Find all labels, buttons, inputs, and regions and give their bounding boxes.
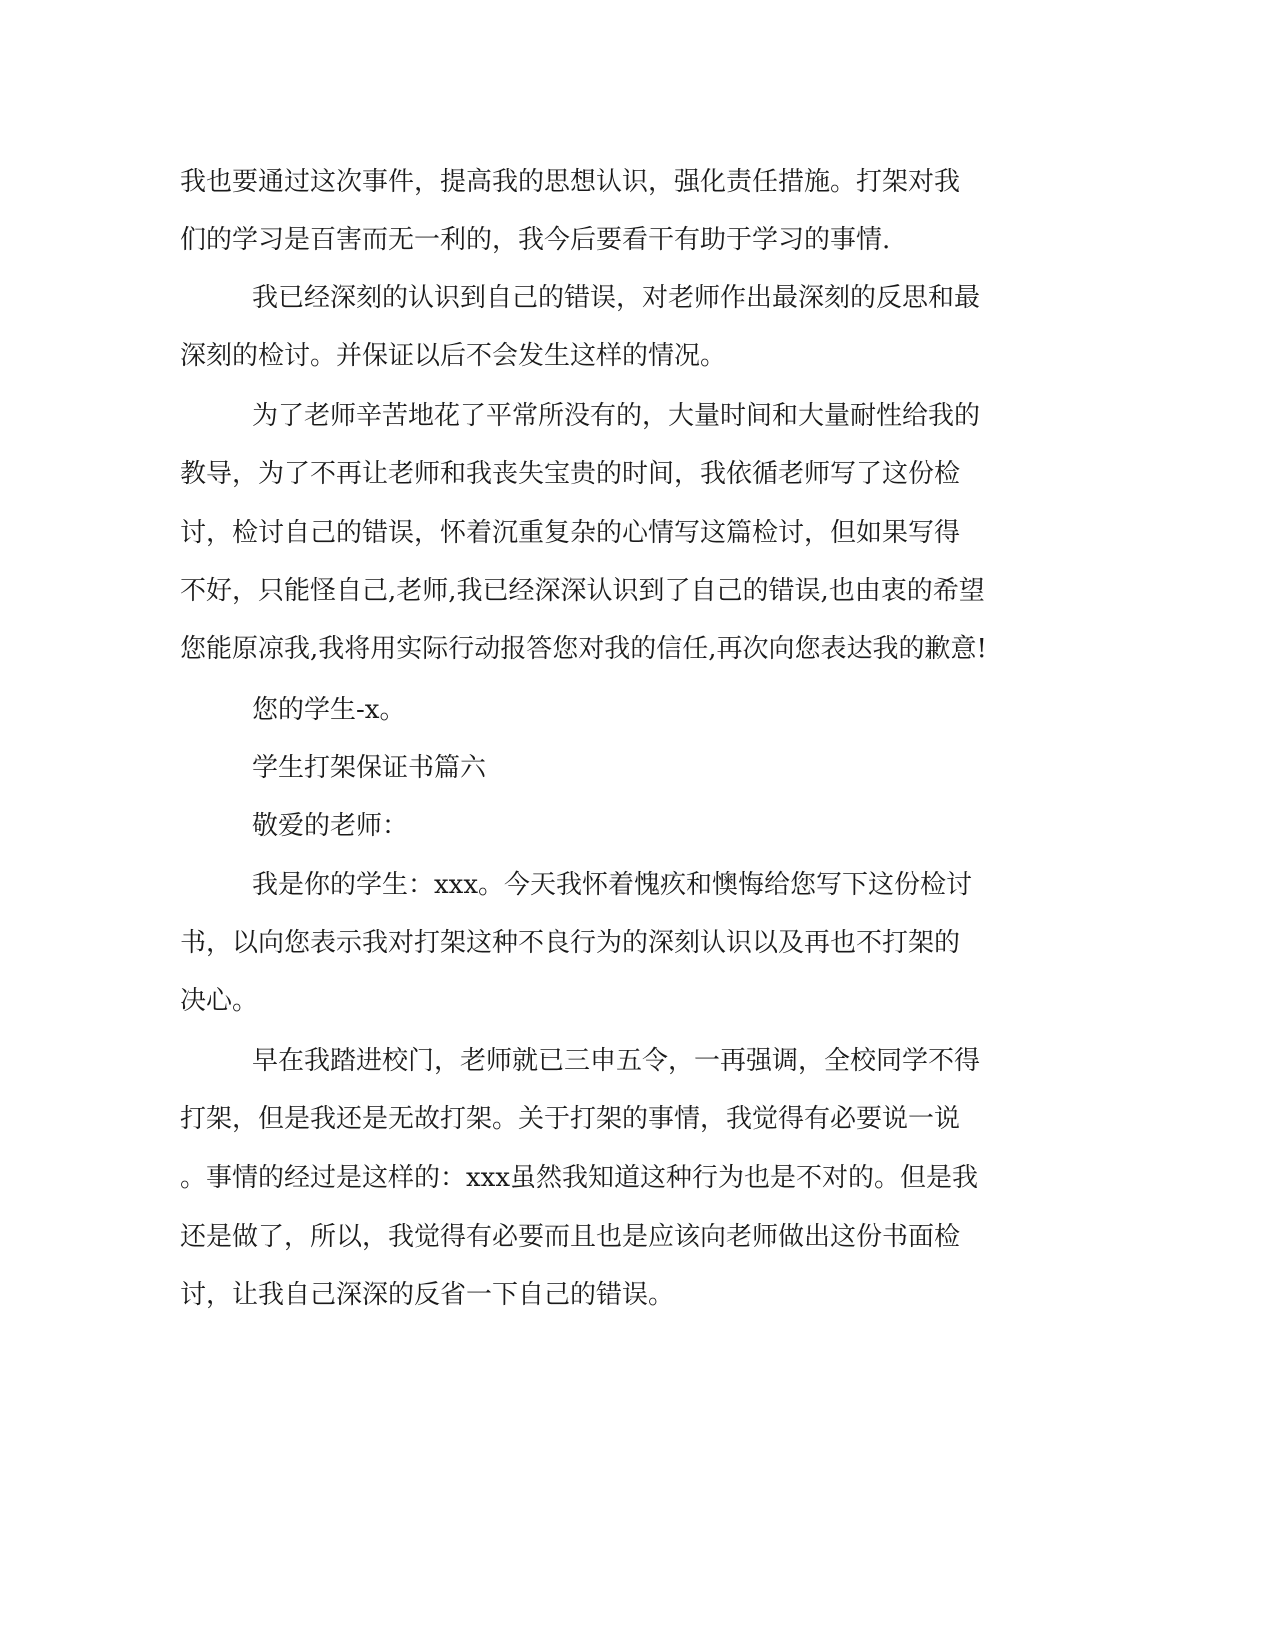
line-text: 。事情的经过是这样的：xxx虽然我知道这种行为也是不对的。但是我 <box>180 1163 978 1193</box>
line-text: 为了老师辛苦地花了平常所没有的，大量时间和大量耐性给我的 <box>252 401 981 431</box>
line-text: 我也要通过这次事件，提高我的思想认识，强化责任措施。打架对我 <box>180 167 961 197</box>
text-line <box>0 449 1275 499</box>
text-line <box>0 157 1275 207</box>
salutation <box>0 801 1275 851</box>
line-text: 您能原凉我,我将用实际行动报答您对我的信任,再次向您表达我的歉意! <box>180 634 987 664</box>
line-text: 打架，但是我还是无故打架。关于打架的事情，我觉得有必要说一说 <box>180 1104 961 1134</box>
line-text: 敬爱的老师： <box>252 811 409 841</box>
line-text: 我已经深刻的认识到自己的错误，对老师作出最深刻的反思和最 <box>252 283 981 313</box>
text-line <box>0 1270 1275 1320</box>
line-text: 我是你的学生：xxx。今天我怀着愧疚和懊悔给您写下这份检讨 <box>252 870 972 900</box>
text-line <box>0 273 1275 323</box>
line-text: 还是做了，所以，我觉得有必要而且也是应该向老师做出这份书面检 <box>180 1222 961 1252</box>
line-text: 讨，让我自己深深的反省一下自己的错误。 <box>180 1280 675 1310</box>
line-text: 们的学习是百害而无一利的，我今后要看干有助于学习的事情. <box>180 225 891 255</box>
line-text: 早在我踏进校门，老师就已三申五令，一再强调，全校同学不得 <box>252 1046 981 1076</box>
text-line <box>0 976 1275 1026</box>
text-line <box>0 508 1275 558</box>
line-text: 您的学生-x。 <box>252 695 406 725</box>
text-line <box>0 1212 1275 1262</box>
text-line <box>0 624 1275 674</box>
line-text: 教导，为了不再让老师和我丧失宝贵的时间，我依循老师写了这份检 <box>180 459 961 489</box>
text-line <box>0 331 1275 381</box>
line-text: 决心。 <box>180 986 259 1016</box>
section-heading <box>0 743 1275 793</box>
text-line <box>0 918 1275 968</box>
text-line <box>0 391 1275 441</box>
line-text: 书，以向您表示我对打架这种不良行为的深刻认识以及再也不打架的 <box>180 928 961 958</box>
line-text: 深刻的检讨。并保证以后不会发生这样的情况。 <box>180 341 727 371</box>
text-line <box>0 1094 1275 1144</box>
text-line <box>0 566 1275 616</box>
text-line <box>0 1153 1275 1203</box>
line-text: 讨，检讨自己的错误，怀着沉重复杂的心情写这篇检讨，但如果写得 <box>180 518 961 548</box>
line-text: 学生打架保证书篇六 <box>252 753 487 783</box>
text-line <box>0 860 1275 910</box>
text-line <box>0 215 1275 265</box>
line-text: 不好，只能怪自己,老师,我已经深深认识到了自己的错误,也由衷的希望 <box>180 576 985 606</box>
text-line <box>0 685 1275 735</box>
text-line <box>0 1036 1275 1086</box>
